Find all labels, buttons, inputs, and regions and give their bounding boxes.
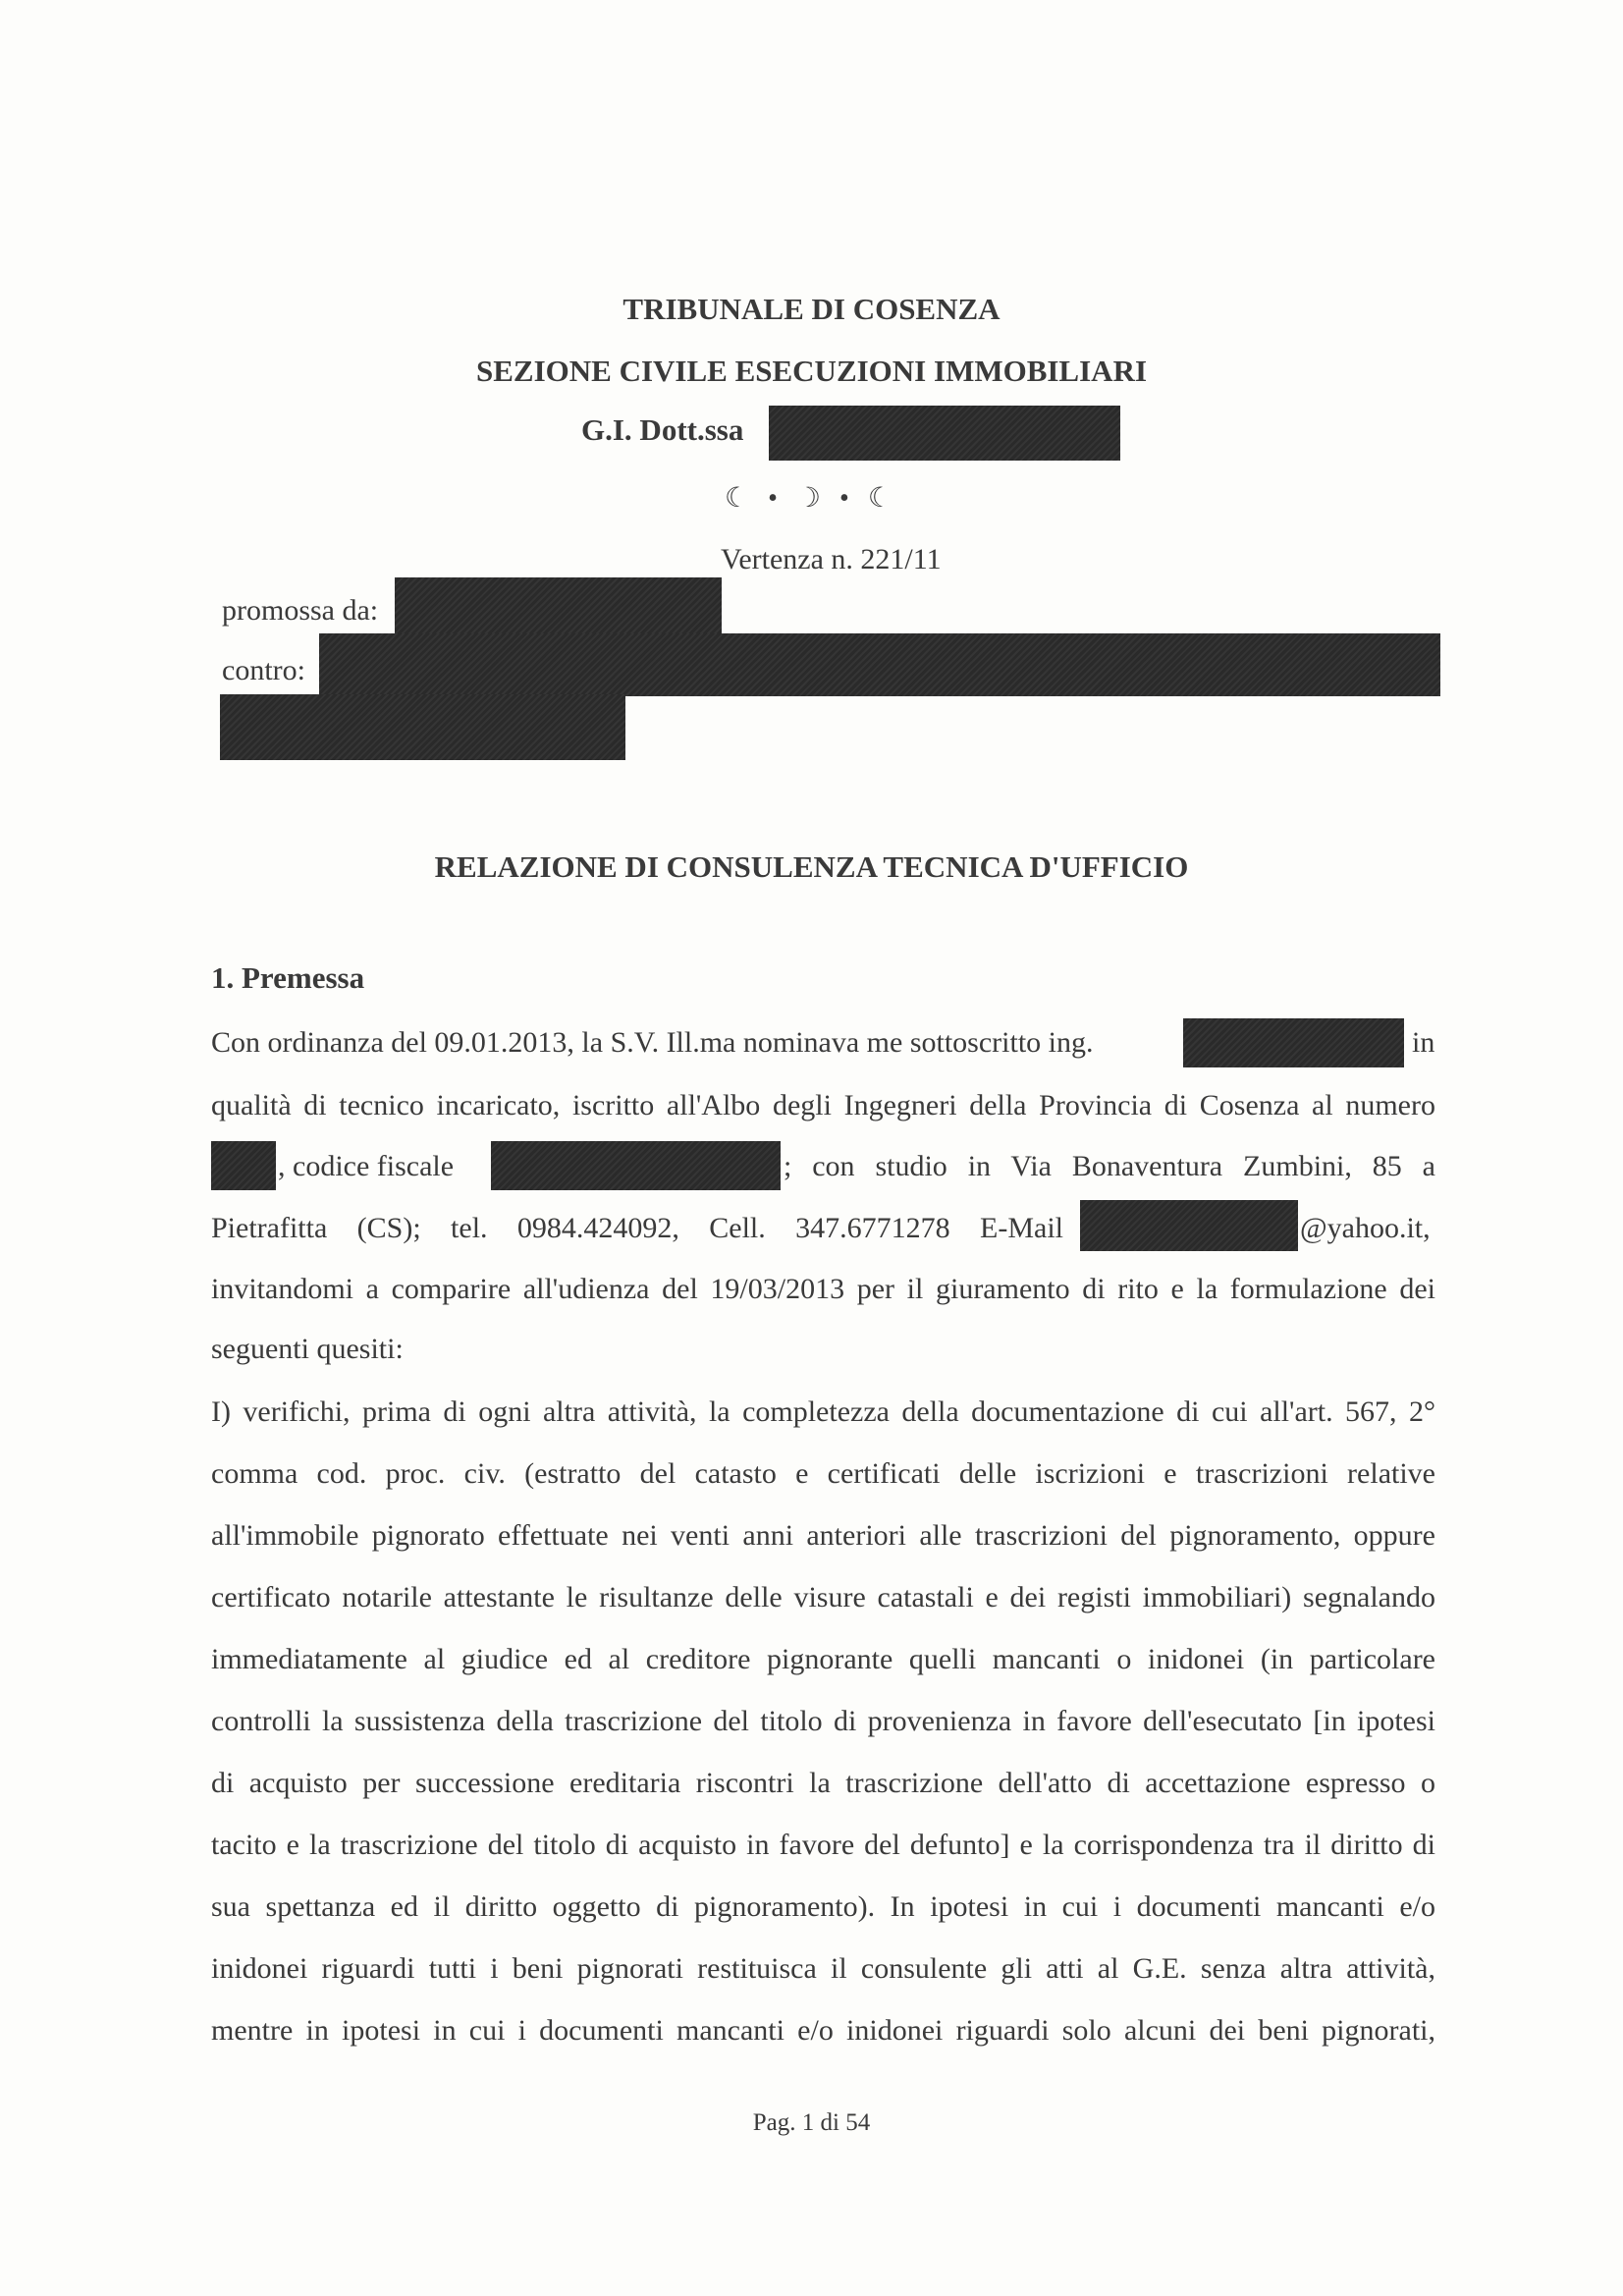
redacted-judge-name	[769, 406, 1120, 461]
para2-line: immediatamente al giudice ed al creditore pignorante quelli mancanti o inidonei (in particolare	[211, 1643, 1435, 1675]
redacted-fiscal-code	[491, 1141, 781, 1190]
para1-line2: qualità di tecnico incaricato, iscritto all'Albo degli Ingegneri della Provincia di Cosenza al numero	[211, 1089, 1435, 1121]
para2-line: comma cod. proc. civ. (estratto del catasto e certificati delle iscrizioni e trascrizioni relative	[211, 1457, 1435, 1490]
para2-line: controlli la sussistenza della trascrizione del titolo di provenienza in favore dell'esecutato [in ipotesi	[211, 1705, 1435, 1737]
para1-line4-text: Pietrafitta (CS); tel. 0984.424092, Cell. 347.6771278 E-Mail	[211, 1212, 1063, 1244]
redacted-plaintiff	[395, 577, 722, 638]
page-number: Pag. 1 di 54	[752, 2109, 871, 2136]
redacted-engineer-name	[1183, 1018, 1404, 1067]
redacted-register-number	[211, 1141, 276, 1190]
redacted-defendant	[319, 633, 1440, 696]
redacted-defendant-continued	[220, 694, 625, 760]
para1-line3-text: , codice fiscale	[278, 1150, 455, 1182]
para2-line: di acquisto per successione ereditaria riscontri la trascrizione dell'atto di accettazione espresso o	[211, 1767, 1435, 1799]
para2-line: inidonei riguardi tutti i beni pignorati restituisca il consulente gli atti al G.E. senza altra attività,	[211, 1952, 1435, 1985]
para2-line: sua spettanza ed il diritto oggetto di pignoramento). In ipotesi in cui i documenti mancanti e/o	[211, 1890, 1435, 1923]
section-heading: 1. Premessa	[211, 960, 365, 995]
para2-line: tacito e la trascrizione del titolo di acquisto in favore del defunto] e la corrispondenza tra il diritto di	[211, 1829, 1435, 1861]
para2-line: I) verifichi, prima di ogni altra attività, la completezza della documentazione di cui all'art. 567, 2°	[211, 1395, 1435, 1428]
para1-line1-end: in	[1412, 1026, 1435, 1059]
para1-line4-end: @yahoo.it,	[1300, 1212, 1431, 1244]
report-title: RELAZIONE DI CONSULENZA TECNICA D'UFFICIO	[434, 849, 1189, 884]
court-section: SEZIONE CIVILE ESECUZIONI IMMOBILIARI	[475, 354, 1148, 388]
para2-line: mentre in ipotesi in cui i documenti mancanti e/o inidonei riguardi solo alcuni dei beni pignorati,	[211, 2014, 1435, 2047]
judge-label: G.I. Dott.ssa	[581, 412, 744, 447]
ornament-divider: ☾ • ☽ • ☾	[725, 483, 898, 514]
para1-line3-end: ; con studio in Via Bonaventura Zumbini, 85 a	[784, 1150, 1435, 1182]
redacted-email-user	[1080, 1200, 1298, 1251]
para2-line: certificato notarile attestante le risultanze delle visure catastali e dei registi immobiliari) segnalando	[211, 1581, 1435, 1613]
plaintiff-label: promossa da:	[222, 594, 379, 627]
para1-line1-text: Con ordinanza del 09.01.2013, la S.V. Ill.ma nominava me sottoscritto ing.	[211, 1026, 1094, 1059]
para1-line6: seguenti quesiti:	[211, 1333, 404, 1365]
para2-line: all'immobile pignorato effettuate nei venti anni anteriori alle trascrizioni del pignoramento, oppure	[211, 1519, 1435, 1552]
court-name: TRIBUNALE DI COSENZA	[622, 292, 1001, 326]
case-number: Vertenza n. 221/11	[721, 543, 942, 575]
para1-line5: invitandomi a comparire all'udienza del 19/03/2013 per il giuramento di rito e la formulazione dei	[211, 1273, 1435, 1305]
defendant-label: contro:	[222, 654, 305, 686]
